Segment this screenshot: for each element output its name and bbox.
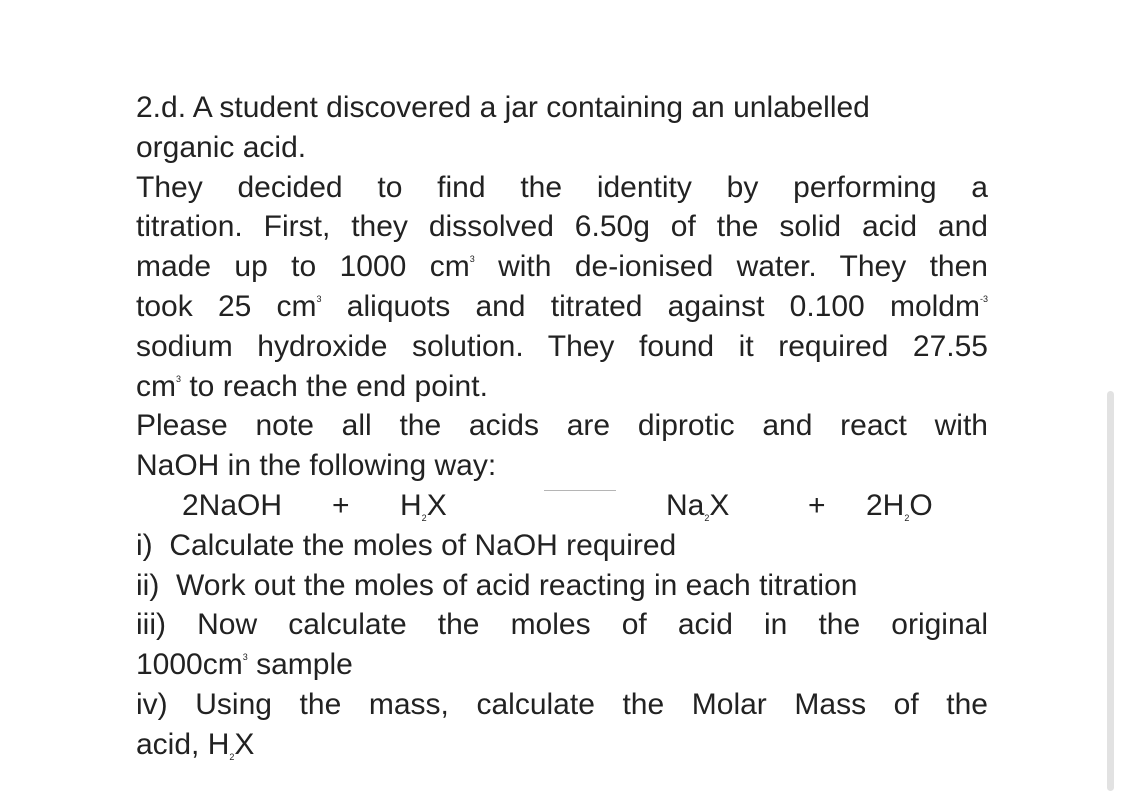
plus-sign: + xyxy=(332,488,350,522)
question-document xyxy=(136,88,988,765)
vertical-scrollbar[interactable] xyxy=(1107,391,1114,791)
task-i: i) Calculate the moles of NaOH required xyxy=(136,528,677,562)
subscript: 2 xyxy=(904,512,910,523)
chemical-equation xyxy=(136,486,988,526)
paragraph-2-line-1: Please note all the acids are diprotic and react with xyxy=(136,409,988,443)
task-ii: ii) Work out the moles of acid reacting in each titration xyxy=(136,568,858,602)
plus-sign: + xyxy=(808,488,826,522)
task-iii-line-2: $1000cm^3$ sample xyxy=(136,648,353,682)
paragraph-1-line-4: took 25 $cm^3$ aliquots and titrated against 0.100 moldm$^{-3}$ xyxy=(136,289,988,323)
paragraph-1-line-3: made up to 1000 $cm^3$ with de-ionised water. They then xyxy=(136,250,988,284)
question-title-line-1: 2.d. A student discovered a jar containing an unlabelled xyxy=(136,91,870,124)
paragraph-1-line-5: sodium hydroxide solution. They found it required 27.55 xyxy=(136,329,988,363)
paragraph-1-line-2: titration. First, they dissolved 6.50g of the solid acid and xyxy=(136,210,988,244)
paragraph-1-line-6: $cm^3$ to reach the end point. xyxy=(136,369,488,403)
superscript: 3 xyxy=(469,254,475,265)
product-water: $2H_2O$ xyxy=(866,488,933,523)
task-iv-line-2: acid, $H_2X$ xyxy=(136,727,255,762)
paragraph-1-line-1: They decided to find the identity by performing a xyxy=(136,170,988,204)
superscript: -3 xyxy=(979,293,988,304)
subscript: 2 xyxy=(704,512,710,523)
reactant-acid: $H_2X$ xyxy=(400,488,447,523)
task-iii-line-1: iii) Now calculate the moles of acid in the original xyxy=(136,608,988,642)
reactant-naoh: 2NaOH xyxy=(182,488,283,522)
superscript: 3 xyxy=(242,652,248,663)
reaction-arrow xyxy=(544,490,616,491)
subscript: 2 xyxy=(229,751,235,762)
subscript: 2 xyxy=(421,512,427,523)
task-iv-line-1: iv) Using the mass, calculate the Molar Mass of the xyxy=(136,687,988,721)
question-title-line-2: organic acid. xyxy=(136,130,307,164)
superscript: 3 xyxy=(176,373,182,384)
superscript: 3 xyxy=(316,293,322,304)
product-salt: $Na_2X$ xyxy=(666,488,730,523)
paragraph-2-line-2: NaOH in the following way: xyxy=(136,449,497,483)
